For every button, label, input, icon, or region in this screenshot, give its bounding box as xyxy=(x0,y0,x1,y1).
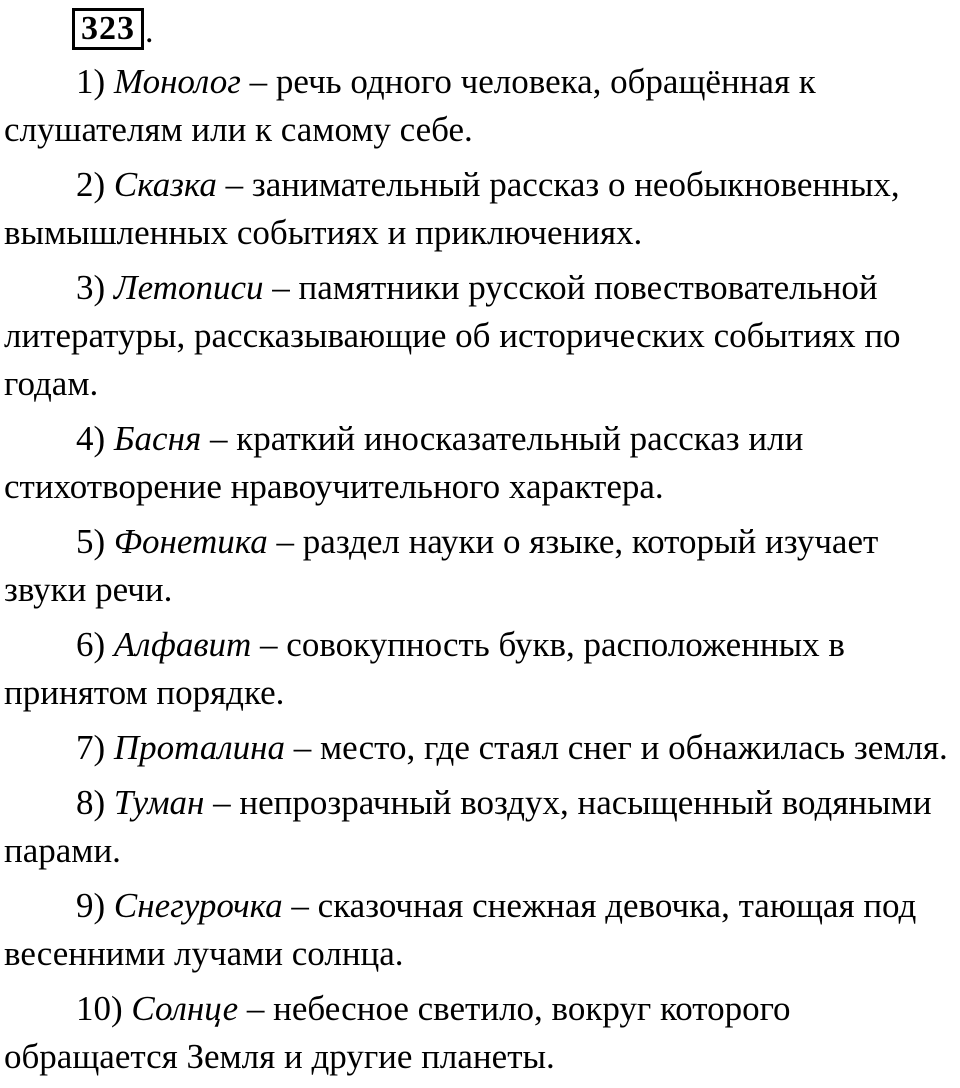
item-term: Летописи xyxy=(113,268,264,307)
item-number: 5) xyxy=(76,522,106,561)
item-term: Туман xyxy=(113,783,205,822)
item-number: 10) xyxy=(76,989,123,1028)
item-number: 8) xyxy=(76,783,106,822)
definition-item xyxy=(4,518,956,614)
item-number: 9) xyxy=(76,886,106,925)
item-definition: – раздел науки о языке, который изучает звуки речи. xyxy=(4,522,879,609)
definition-list xyxy=(4,58,956,1088)
definition-item xyxy=(4,415,956,511)
item-definition: – памятники русской повествовательной литературы, рассказывающие об исторических событиях по годам. xyxy=(4,268,901,403)
definition-item xyxy=(4,264,956,408)
item-definition: – сказочная снежная девочка, тающая под весенними лучами солнца. xyxy=(4,886,917,973)
definition-item xyxy=(4,724,956,772)
item-number: 7) xyxy=(76,728,106,767)
definition-item xyxy=(4,58,956,154)
item-term: Солнце xyxy=(131,989,239,1028)
item-definition: – совокупность букв, расположенных в принятом порядке. xyxy=(4,625,845,712)
definition-item xyxy=(4,882,956,978)
exercise-number-box xyxy=(72,8,144,50)
exercise-number-dot: . xyxy=(145,13,154,50)
item-number: 3) xyxy=(76,268,106,307)
item-term: Фонетика xyxy=(113,522,268,561)
item-term: Алфавит xyxy=(113,625,252,664)
item-term: Басня xyxy=(113,419,202,458)
item-definition: – место, где стаял снег и обнажилась земля. xyxy=(285,728,948,767)
item-number: 1) xyxy=(76,62,106,101)
item-definition: – непрозрачный воздух, насыщенный водяными парами. xyxy=(4,783,932,870)
item-number: 6) xyxy=(76,625,106,664)
item-term: Проталина xyxy=(113,728,286,767)
item-number: 4) xyxy=(76,419,106,458)
item-term: Сказка xyxy=(113,165,217,204)
exercise-header xyxy=(72,6,154,50)
definition-item xyxy=(4,779,956,875)
item-term: Монолог xyxy=(113,62,241,101)
definition-item xyxy=(4,985,956,1081)
item-term: Снегурочка xyxy=(113,886,283,925)
definition-item xyxy=(4,161,956,257)
definition-item xyxy=(4,621,956,717)
exercise-number: 323 xyxy=(81,10,135,47)
item-definition: – небесное светило, вокруг которого обращается Земля и другие планеты. xyxy=(4,989,791,1076)
item-number: 2) xyxy=(76,165,106,204)
item-definition: – краткий иносказательный рассказ или стихотворение нравоучительного характера. xyxy=(4,419,804,506)
item-definition: – речь одного человека, обращённая к слушателям или к самому себе. xyxy=(4,62,816,149)
item-definition: – занимательный рассказ о необыкновенных, вымышленных событиях и приключениях. xyxy=(4,165,900,252)
